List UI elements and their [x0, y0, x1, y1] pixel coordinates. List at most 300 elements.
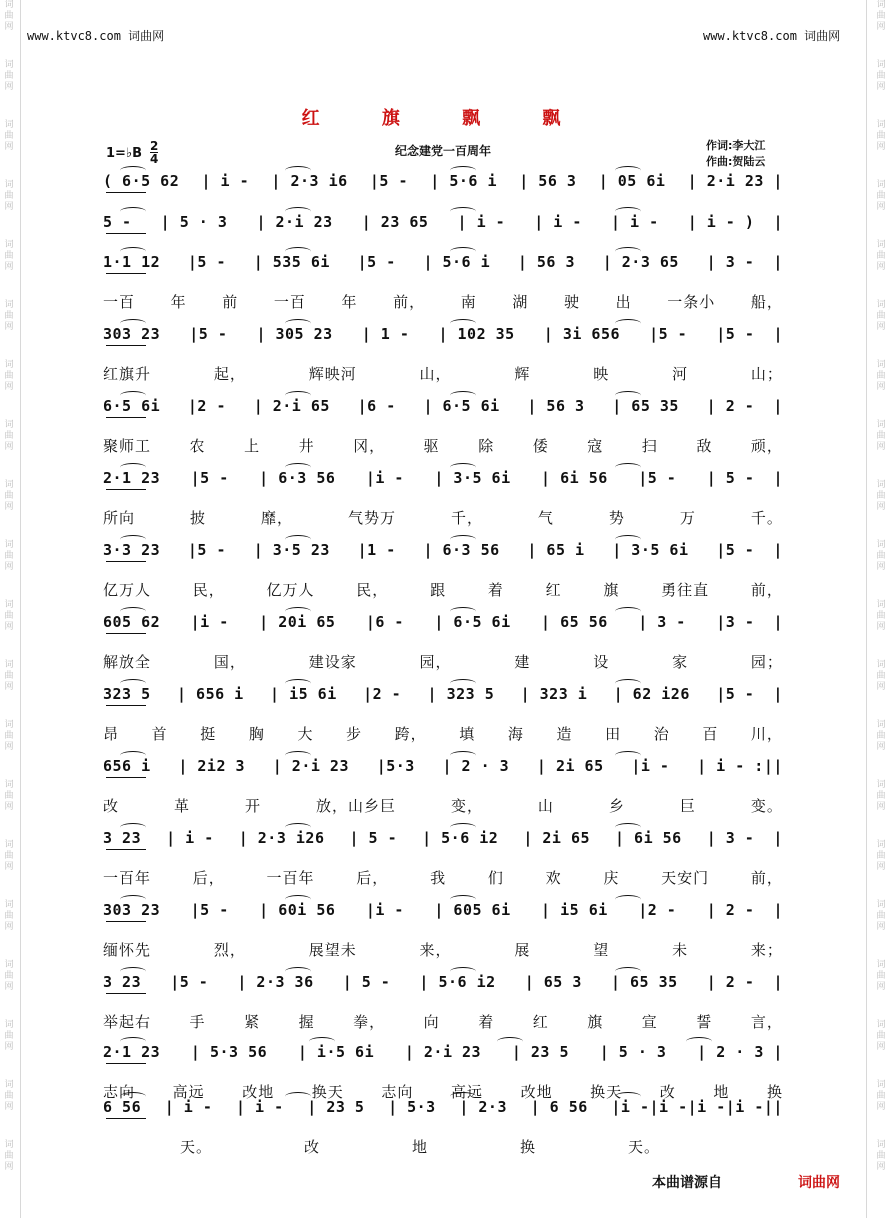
lyric-line	[103, 435, 783, 456]
measure: | 2·3 36	[237, 973, 314, 991]
lyric-word: 山；	[750, 365, 783, 383]
measure: | 56 3	[527, 397, 585, 415]
lyric-word: 后，	[192, 869, 225, 887]
lyric-word: 辉	[514, 365, 531, 383]
measure: | 5·6 i2	[422, 829, 499, 847]
watermark-char: 网	[4, 922, 14, 932]
measure: | 2i 65	[523, 829, 591, 847]
slur-arc	[497, 1037, 523, 1046]
measure: |5 -	[369, 172, 409, 190]
lyric-word: 建设家	[308, 653, 357, 671]
lyric-word: 首	[151, 725, 168, 743]
watermark-char: 曲	[4, 431, 14, 441]
left-watermark-strip	[2, 0, 16, 1218]
lyric-line	[103, 723, 783, 744]
watermark-char: 词	[876, 780, 886, 790]
slur-arc	[450, 895, 476, 904]
measure: | 2 · 3 |	[697, 1043, 783, 1061]
header-url-right: www.ktvc8.com 词曲网	[703, 29, 841, 43]
beam-underline	[106, 417, 146, 418]
watermark-char: 曲	[876, 611, 886, 621]
lyric-line	[103, 291, 783, 312]
measure: | 6i 56	[541, 469, 608, 487]
watermark-char: 词	[876, 60, 886, 70]
beam-underline	[106, 777, 146, 778]
measure: | 2·i 23	[272, 757, 349, 775]
measure: | 2 - |	[706, 397, 783, 415]
slur-arc	[120, 207, 146, 216]
watermark-char: 曲	[4, 71, 14, 81]
measure: |5 -	[170, 973, 209, 991]
lyric-word: 千。	[750, 509, 783, 527]
watermark-char: 曲	[4, 731, 14, 741]
watermark-char: 网	[4, 502, 14, 512]
slur-arc	[285, 391, 311, 400]
watermark-char: 词	[876, 180, 886, 190]
watermark-char: 词	[4, 1020, 14, 1030]
lyric-word: 改	[103, 797, 120, 815]
watermark-char: 曲	[4, 791, 14, 801]
lyric-word: 红	[532, 1013, 549, 1031]
watermark-char: 曲	[876, 251, 886, 261]
watermark-char: 网	[4, 1042, 14, 1052]
measure: |5 -	[187, 541, 226, 559]
lyric-word: 治	[653, 725, 670, 743]
footer-brand-link[interactable]: 词曲网	[798, 1175, 840, 1191]
measure: | 2i2 3	[178, 757, 246, 775]
measure: |2 -	[363, 685, 402, 703]
measure: |1 -	[357, 541, 396, 559]
lyric-word: 湖	[512, 293, 529, 311]
measure: |6 -	[357, 397, 396, 415]
slur-arc	[615, 895, 641, 904]
measure: | 5·6 i	[430, 172, 497, 190]
slur-arc	[120, 607, 146, 616]
lyric-word: 披	[189, 509, 206, 527]
watermark-char: 网	[876, 262, 886, 272]
slur-arc	[450, 319, 476, 328]
song-title: 红 旗 飘 飘	[301, 108, 589, 129]
measure: | 65 i	[527, 541, 585, 559]
watermark-char: 曲	[4, 1151, 14, 1161]
beam-underline	[106, 273, 146, 274]
notation-line	[103, 757, 783, 775]
lyric-word: 亿万人	[266, 581, 315, 599]
lyric-word: 井	[298, 437, 315, 455]
watermark-char: 曲	[876, 71, 886, 81]
lyric-word: 改地	[520, 1083, 553, 1101]
measure: | 656 i	[176, 685, 244, 703]
lyric-word: 向	[423, 1013, 440, 1031]
lyric-word: 烈，	[213, 941, 246, 959]
beam-underline	[106, 849, 146, 850]
slur-arc	[120, 679, 146, 688]
slur-arc	[615, 751, 641, 760]
lyric-word: 跟	[430, 581, 447, 599]
lyric-word: 挺	[200, 725, 217, 743]
lyric-word: 旗	[587, 1013, 604, 1031]
measure: | 5 - |	[706, 469, 783, 487]
watermark-char: 词	[876, 720, 886, 730]
measure: | 3·5 6i	[612, 541, 689, 559]
measure: | 6i 56	[615, 829, 682, 847]
watermark-char: 词	[4, 1140, 14, 1150]
measure: 6·5 6i	[103, 397, 161, 415]
watermark-char: 网	[4, 82, 14, 92]
watermark-char: 网	[876, 682, 886, 692]
lyric-word: 开	[244, 797, 261, 815]
slur-arc	[120, 967, 146, 976]
measure: | 323 i	[520, 685, 588, 703]
lyric-word: 气	[537, 509, 554, 527]
measure: |6 -	[365, 613, 404, 631]
measure: | 2·i 65	[253, 397, 330, 415]
slur-arc	[285, 1092, 311, 1101]
slur-arc	[285, 463, 311, 472]
measure: | 5·3	[388, 1098, 436, 1116]
watermark-char: 曲	[4, 1091, 14, 1101]
lyric-word: 大	[297, 725, 314, 743]
lyric-word: 填	[459, 725, 476, 743]
watermark-char: 词	[4, 240, 14, 250]
watermark-char: 词	[4, 840, 14, 850]
measure: 2·1 23	[103, 1043, 161, 1061]
lyric-word: 气势万	[347, 509, 396, 527]
meter-top: 2	[150, 139, 159, 153]
slur-arc	[450, 391, 476, 400]
lyric-word: 扫	[641, 437, 658, 455]
watermark-char: 网	[4, 22, 14, 32]
slur-arc	[285, 319, 311, 328]
slur-arc	[285, 535, 311, 544]
lyric-word: 一百年	[103, 869, 152, 887]
watermark-char: 网	[4, 202, 14, 212]
watermark-char: 网	[876, 1102, 886, 1112]
lyric-word: 辉映河	[308, 365, 357, 383]
measure: | 535 6i	[253, 253, 330, 271]
measure: | i - ) |	[687, 213, 783, 231]
watermark-char: 网	[4, 742, 14, 752]
watermark-char: 词	[876, 900, 886, 910]
measure: |5·3	[376, 757, 415, 775]
measure: | 5 · 3	[160, 213, 228, 231]
watermark-char: 曲	[876, 191, 886, 201]
key-signature: 1=♭B	[106, 146, 142, 161]
measure: |2 -	[638, 901, 677, 919]
lyric-word: 改	[303, 1138, 320, 1156]
slur-arc	[285, 751, 311, 760]
watermark-char: 网	[4, 322, 14, 332]
slur-arc	[285, 207, 311, 216]
watermark-char: 词	[876, 300, 886, 310]
measure: |2 -	[187, 397, 226, 415]
beam-underline	[106, 921, 146, 922]
time-signature	[150, 140, 158, 165]
slur-arc	[285, 607, 311, 616]
slur-arc	[450, 166, 476, 175]
slur-arc	[615, 247, 641, 256]
lyric-word: 海	[507, 725, 524, 743]
measure: | 2·3 65	[602, 253, 679, 271]
watermark-char: 曲	[876, 1031, 886, 1041]
lyric-word: 田	[605, 725, 622, 743]
lyric-word: 昂	[103, 725, 120, 743]
measure: | i -	[201, 172, 250, 190]
lyric-word: 着	[478, 1013, 495, 1031]
lyric-word: 前，	[393, 293, 426, 311]
watermark-char: 词	[4, 1080, 14, 1090]
watermark-char: 网	[4, 262, 14, 272]
watermark-char: 词	[876, 0, 886, 10]
measure: |5 -	[187, 253, 226, 271]
lyric-word: 望	[593, 941, 610, 959]
watermark-char: 曲	[876, 11, 886, 21]
watermark-char: 曲	[876, 731, 886, 741]
watermark-char: 网	[4, 1102, 14, 1112]
lyric-word: 民，	[192, 581, 225, 599]
slur-arc	[450, 823, 476, 832]
watermark-char: 网	[876, 82, 886, 92]
lyric-word: 前，	[750, 869, 783, 887]
watermark-char: 网	[876, 502, 886, 512]
watermark-char: 曲	[4, 311, 14, 321]
watermark-char: 词	[4, 780, 14, 790]
watermark-char: 词	[876, 600, 886, 610]
measure: | 2·i 23	[404, 1043, 482, 1061]
lyric-word: 家	[672, 653, 689, 671]
measure: | 5 · 3	[599, 1043, 667, 1061]
lyric-word: 一百	[103, 293, 136, 311]
lyric-word: 南	[460, 293, 477, 311]
measure: | i -	[166, 829, 214, 847]
watermark-char: 网	[876, 382, 886, 392]
lyric-word: 革	[173, 797, 190, 815]
measure: | 05 6i	[598, 172, 666, 190]
lyric-word: 山，	[419, 365, 452, 383]
measure: | 2i 65	[536, 757, 604, 775]
lyric-word: 手	[189, 1013, 206, 1031]
watermark-char: 词	[4, 360, 14, 370]
lyric-word: 勇往直	[661, 581, 710, 599]
right-watermark-strip	[874, 0, 888, 1218]
lyric-line	[180, 1136, 660, 1157]
measure: | 60i 56	[259, 901, 336, 919]
measure: | 6·5 6i	[434, 613, 511, 631]
watermark-char: 词	[876, 660, 886, 670]
watermark-char: 曲	[876, 911, 886, 921]
lyric-word: 未	[672, 941, 689, 959]
measure: | i -	[610, 213, 659, 231]
lyric-word: 园；	[750, 653, 783, 671]
lyric-word: 靡，	[260, 509, 293, 527]
lyric-line	[103, 795, 783, 816]
slur-arc	[450, 463, 476, 472]
measure: | 3·5 6i	[434, 469, 511, 487]
watermark-char: 网	[876, 202, 886, 212]
measure: | 3 - |	[706, 253, 783, 271]
lyric-word: 后，	[356, 869, 389, 887]
beam-underline	[106, 233, 146, 234]
slur-arc	[615, 823, 641, 832]
slur-arc	[450, 751, 476, 760]
lyric-word: 除	[478, 437, 495, 455]
watermark-char: 网	[4, 862, 14, 872]
watermark-char: 网	[4, 802, 14, 812]
lyric-word: 设	[593, 653, 610, 671]
notation-line	[103, 213, 783, 231]
lyric-word: 起，	[213, 365, 246, 383]
watermark-char: 词	[876, 420, 886, 430]
watermark-char: 曲	[876, 431, 886, 441]
watermark-char: 曲	[4, 851, 14, 861]
watermark-char: 词	[4, 540, 14, 550]
watermark-char: 词	[876, 840, 886, 850]
lyric-word: 巨	[679, 797, 696, 815]
slur-arc	[120, 166, 146, 175]
lyric-word: 园，	[419, 653, 452, 671]
measure: | 2·3 i26	[238, 829, 325, 847]
lyric-word: 乡	[608, 797, 625, 815]
measure: 3 23	[103, 973, 142, 991]
lyric-word: 所向	[103, 509, 136, 527]
measure: |5 - |	[716, 325, 783, 343]
lyric-word: 紧	[244, 1013, 261, 1031]
measure: | 323 5	[427, 685, 495, 703]
measure: | 5·3 56	[190, 1043, 268, 1061]
watermark-char: 曲	[876, 971, 886, 981]
lyric-word: 变。	[750, 797, 783, 815]
watermark-char: 词	[4, 0, 14, 10]
measure: | 605 6i	[434, 901, 511, 919]
lyric-word: 改	[659, 1083, 676, 1101]
lyric-word: 农	[189, 437, 206, 455]
notation-line	[103, 253, 783, 271]
right-margin-line	[866, 0, 867, 1218]
measure: 605 62	[103, 613, 161, 631]
notation-line	[103, 1043, 783, 1061]
measure: | 5·6 i2	[419, 973, 496, 991]
measure: | 5 -	[349, 829, 398, 847]
lyric-word: 志向	[381, 1083, 414, 1101]
measure: | 3 - |	[706, 829, 783, 847]
lyric-word: 宣	[641, 1013, 658, 1031]
lyric-word: 胸	[248, 725, 265, 743]
lyric-word: 变，	[450, 797, 483, 815]
watermark-char: 曲	[4, 11, 14, 21]
watermark-char: 曲	[876, 1151, 886, 1161]
measure: | 65 35	[610, 973, 678, 991]
lyric-word: 顽，	[750, 437, 783, 455]
lyric-word: 前	[222, 293, 239, 311]
slur-arc	[615, 679, 641, 688]
slur-arc	[450, 679, 476, 688]
lyric-word: 欢	[545, 869, 562, 887]
watermark-char: 曲	[4, 551, 14, 561]
lyric-word: 天。	[180, 1138, 213, 1156]
watermark-char: 曲	[4, 251, 14, 261]
lyric-word: 敌	[696, 437, 713, 455]
measure: | 2 - |	[706, 973, 783, 991]
watermark-char: 网	[4, 562, 14, 572]
lyric-word: 聚师工	[103, 437, 152, 455]
measure: |5 - |	[716, 541, 783, 559]
watermark-char: 词	[876, 360, 886, 370]
notation-line	[103, 901, 783, 919]
composer-credit: 作曲:贺陆云	[706, 155, 766, 168]
watermark-char: 曲	[876, 791, 886, 801]
watermark-char: 曲	[4, 971, 14, 981]
slur-arc	[285, 247, 311, 256]
notation-line	[103, 613, 783, 631]
watermark-char: 网	[4, 142, 14, 152]
lyric-line	[103, 867, 783, 888]
measure: | 6·3 56	[259, 469, 336, 487]
lyric-word: 地	[411, 1138, 428, 1156]
measure: |5 -	[190, 469, 229, 487]
measure: 303 23	[103, 901, 161, 919]
slur-arc	[285, 823, 311, 832]
beam-underline	[106, 192, 146, 193]
lyric-word: 映	[593, 365, 610, 383]
watermark-char: 词	[876, 960, 886, 970]
watermark-char: 词	[4, 120, 14, 130]
beam-underline	[106, 705, 146, 706]
slur-arc	[285, 895, 311, 904]
slur-arc	[615, 463, 641, 472]
measure: | 2·3 i6	[271, 172, 348, 190]
beam-underline	[106, 345, 146, 346]
measure: 3·3 23	[103, 541, 161, 559]
watermark-char: 词	[4, 300, 14, 310]
measure: | 305 23	[256, 325, 333, 343]
notation-line	[103, 325, 783, 343]
measure: | 2 - |	[706, 901, 783, 919]
lyric-word: 川，	[750, 725, 783, 743]
slur-arc	[285, 967, 311, 976]
watermark-char: 词	[4, 600, 14, 610]
slur-arc	[285, 679, 311, 688]
notation-line	[103, 973, 783, 991]
slur-arc	[615, 535, 641, 544]
measure: | 2·3	[459, 1098, 507, 1116]
lyric-word: 年	[341, 293, 358, 311]
lyric-word: 山	[537, 797, 554, 815]
lyric-word: 驱	[423, 437, 440, 455]
watermark-char: 词	[876, 480, 886, 490]
notation-line	[103, 1098, 783, 1116]
measure: | 3i 656	[543, 325, 621, 343]
lyric-word: 高远	[172, 1083, 205, 1101]
watermark-char: 曲	[4, 371, 14, 381]
slur-arc	[450, 207, 476, 216]
slur-arc	[450, 535, 476, 544]
lyric-word: 换天	[590, 1083, 623, 1101]
lyric-word: 天安门	[661, 869, 710, 887]
measure: 2·1 23	[103, 469, 161, 487]
lyric-word: 解放全	[103, 653, 152, 671]
watermark-char: 词	[876, 1020, 886, 1030]
watermark-char: 网	[876, 622, 886, 632]
watermark-char: 网	[876, 142, 886, 152]
lyric-word: 庆	[603, 869, 620, 887]
watermark-char: 网	[4, 682, 14, 692]
watermark-char: 曲	[4, 611, 14, 621]
slur-arc	[120, 391, 146, 400]
measure: |5 -	[357, 253, 396, 271]
watermark-char: 网	[4, 1162, 14, 1172]
watermark-char: 网	[876, 862, 886, 872]
lyric-word: 寇	[587, 437, 604, 455]
